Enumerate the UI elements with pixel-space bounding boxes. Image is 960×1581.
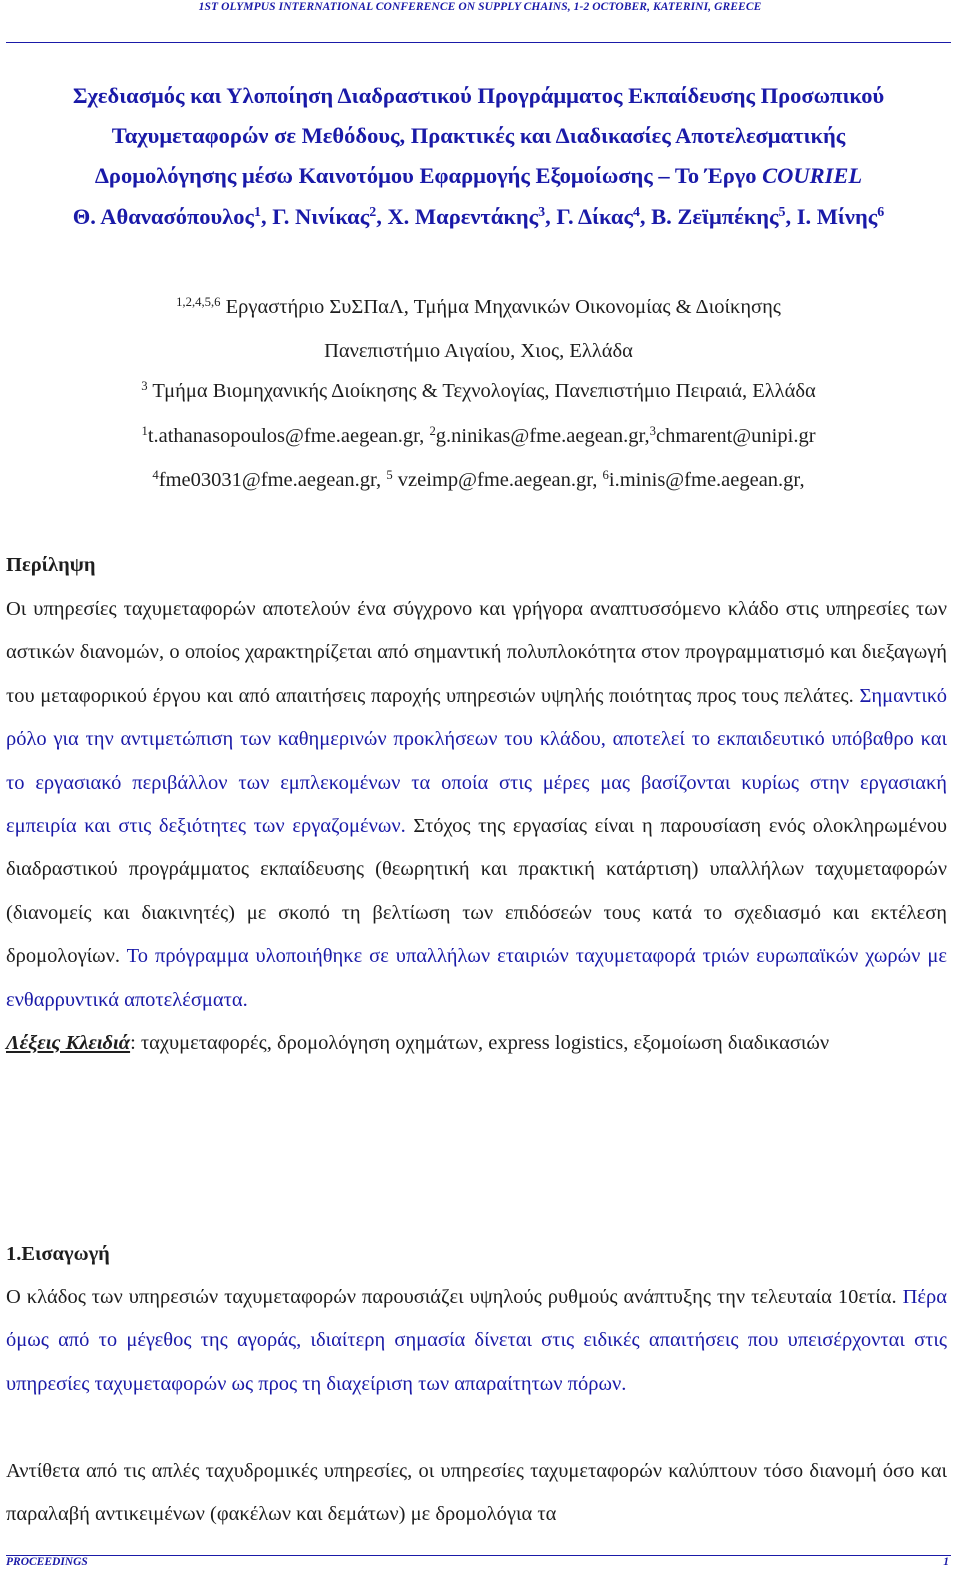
title-line-3: Δρομολόγησης μέσω Καινοτόμου Εφαρμογής Εξομοίωσης – Το Έργο <box>94 163 763 188</box>
introduction-heading: 1.Εισαγωγή <box>6 1243 110 1265</box>
conference-header: 1ST OLYMPUS INTERNATIONAL CONFERENCE ON SUPPLY CHAINS, 1-2 OCTOBER, KATERINI, GREECE <box>198 1 762 13</box>
email-link[interactable]: vzeimp@fme.aegean.gr, <box>397 469 598 491</box>
email-line-1: $^1$t.athanasopoulos@fme.aegean.gr, $^2$g.ninikas@fme.aegean.gr,$^3$chmarent@unipi.gr <box>141 424 816 447</box>
footer-rule <box>6 1555 951 1556</box>
email-link[interactable]: chmarent@unipi.gr <box>656 425 816 447</box>
affiliation-1-line-2: Πανεπιστήμιο Αιγαίου, Χιος, Ελλάδα <box>324 340 633 362</box>
email-link[interactable]: i.minis@fme.aegean.gr, <box>608 469 805 491</box>
abstract-heading: Περίληψη <box>6 554 96 576</box>
author: Χ. Μαρεντάκης <box>387 204 539 229</box>
author: Θ. Αθανασόπουλος <box>72 204 254 229</box>
affiliation-1: $^{1,2,4,5,6}$ Εργαστήριο ΣυΣΠαΛ, Τμήμα Μηχανικών Οικονομίας & Διοίκησης <box>176 295 781 318</box>
title-line-1: Σχεδιασμός και Υλοποίηση Διαδραστικού Προγράμματος Εκπαίδευσης Προσωπικού <box>72 83 885 108</box>
title-line-2: Ταχυμεταφορών σε Μεθόδους, Πρακτικές και Διαδικασίες Αποτελεσματικής <box>111 123 846 148</box>
page-number: 1 <box>943 1556 949 1568</box>
abstract-body: Οι υπηρεσίες ταχυμεταφορών αποτελούν ένα σύγχρονο και γρήγορα αναπτυσσόμενο κλάδο στις υπηρεσίες των αστικών διανομών, ο οποίος χαρακτηρίζεται από σημαντική πολυπλοκότητα στον προγραμματισμό και διεξαγωγή του μεταφορικού έργου και από απαιτήσεις παροχής υπηρεσιών υψηλής ποιότητας προς τους πελάτες. Σημαντικό ρόλο για την αντιμετώπιση των καθημερινών προκλήσεων του κλάδου, αποτελεί το εκπαιδευτικό υπόβαθρο και το εργασιακό περιβάλλον των εμπλεκομένων τα οποία στις μέρες μας βασίζονται κυρίως στην εργασιακή εμπειρία και στις δεξιότητες των εργαζομένων. Στόχος της εργασίας είναι η παρουσίαση ενός ολοκληρωμένου διαδραστικού προγράμματος εκπαίδευσης (θεωρητική και πρακτική κατάρτιση) υπαλλήλων ταχυμεταφορών (διανομείς και διακινητές) με σκοπό τη βελτίωση των επιδόσεών τους κατά το σχεδιασμό και εκτέλεση δρομολογίων. Το πρόγραμμα υλοποιήθηκε σε υπαλλήλων εταιριών ταχυμεταφορά τριών ευρωπαϊκών χωρών με ενθαρρυντικά αποτελέσματα. Λέξεις Κλειδιά: ταχυμεταφορές, δρομολόγηση οχημάτων, express logistics, εξομοίωση διαδικασιών <box>6 598 947 1055</box>
author: Γ. Νινίκας <box>272 204 370 229</box>
keywords-label: Λέξεις Κλειδιά <box>6 1032 131 1055</box>
footer-proceedings: PROCEEDINGS <box>6 1556 88 1568</box>
author: Γ. Δίκας <box>556 204 633 229</box>
intro-paragraph-1: Ο κλάδος των υπηρεσιών ταχυμεταφορών παρουσιάζει υψηλούς ρυθμούς ανάπτυξης την τελευταία 10ετία. Πέρα όμως από το μέγεθος της αγοράς, ιδιαίτερη σημασία δίνεται στις ειδικές απαιτήσεις που υπεισέρχονται στις υπηρεσίες ταχυμεταφορών ως προς τη διαχείριση των απαραίτητων πόρων. <box>6 1286 947 1395</box>
project-name: COURIEL <box>762 163 863 188</box>
intro-paragraph-2: Αντίθετα από τις απλές ταχυδρομικές υπηρεσίες, οι υπηρεσίες ταχυμεταφορών καλύπτουν τόσο διανομή όσο και παραλαβή αντικειμένων (φακέλων και δεμάτων) με δρομολόγια τα <box>6 1460 947 1526</box>
author: Ι. Μίνης <box>796 204 878 229</box>
keywords-text: : ταχυμεταφορές, δρομολόγηση οχημάτων, express logistics, εξομοίωση διαδικασιών <box>130 1032 830 1055</box>
email-link[interactable]: fme03031@fme.aegean.gr, <box>158 469 382 491</box>
affiliation-3: $^3$ Τμήμα Βιομηχανικής Διοίκησης & Τεχνολογίας, Πανεπιστήμιο Πειραιά, Ελλάδα <box>141 379 816 402</box>
author: Β. Ζεϊμπέκης <box>651 204 779 229</box>
email-line-2: $^4$fme03031@fme.aegean.gr, $^5$ vzeimp@fme.aegean.gr, $^6$i.minis@fme.aegean.gr, <box>152 468 805 491</box>
email-link[interactable]: t.athanasopoulos@fme.aegean.gr, <box>147 425 425 447</box>
header-rule <box>6 42 951 43</box>
email-link[interactable]: g.ninikas@fme.aegean.gr, <box>435 425 650 447</box>
author-list: Θ. Αθανασόπουλος$^1$, Γ. Νινίκας$^2$, Χ. Μαρεντάκης$^3$, Γ. Δίκας$^4$, Β. Ζεϊμπέκης$^5$, Ι. Μίνης$^6$ <box>72 204 885 229</box>
paper-title <box>6 76 951 196</box>
